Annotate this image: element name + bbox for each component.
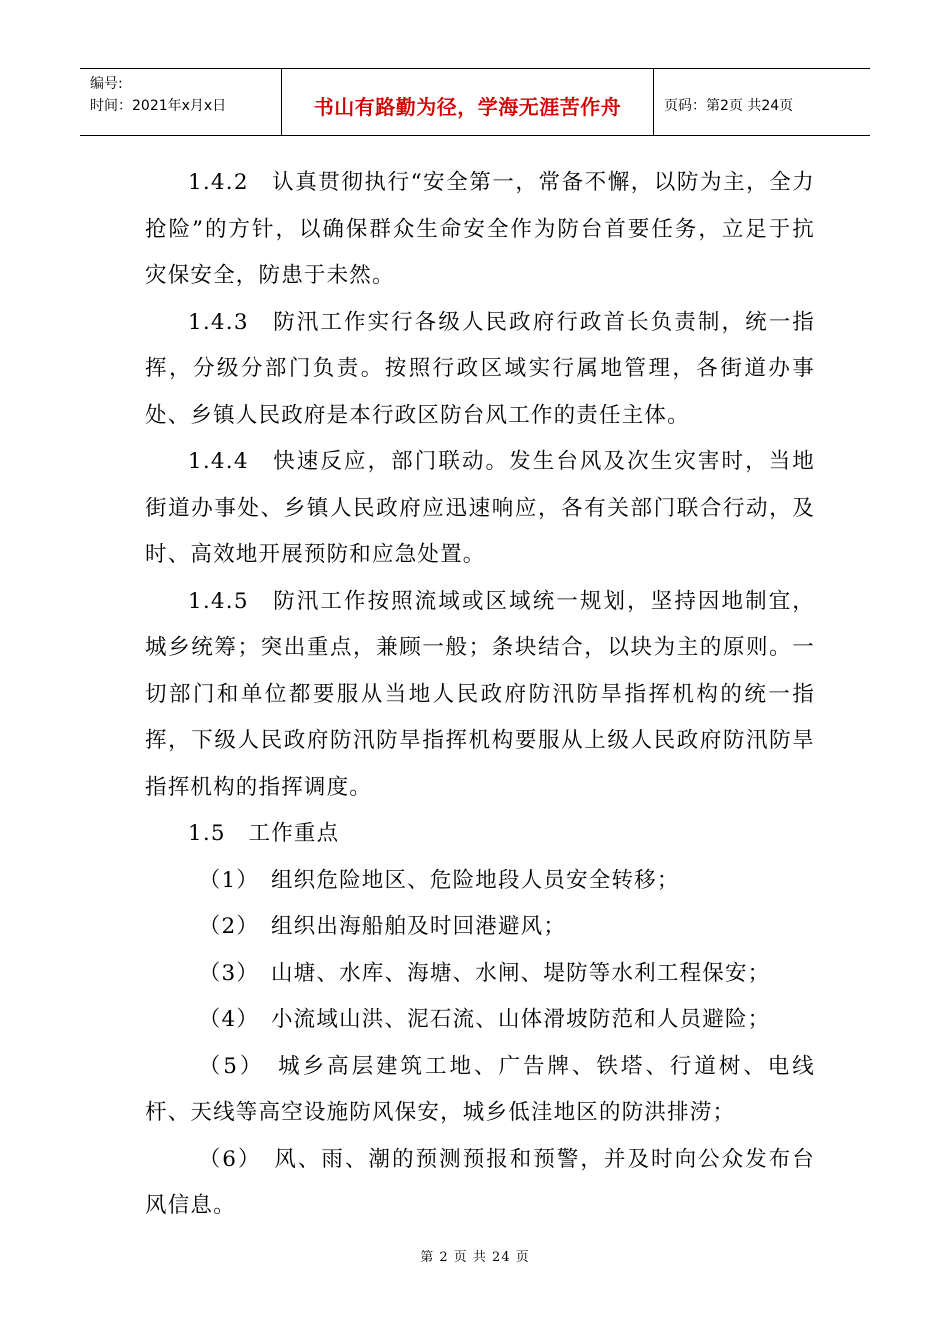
work-item-6: （6） 风、雨、潮的预测预报和预警，并及时向公众发布台风信息。: [145, 1146, 815, 1218]
paragraph-1-4-4: 1.4.4 快速反应，部门联动。发生台风及次生灾害时，当地街道办事处、乡镇人民政府应迅速响应，各有关部门联合行动，及时、高效地开展预防和应急处置。: [145, 449, 815, 567]
date-label: 时间：2021年x月x日: [90, 98, 227, 114]
work-item-3: （3） 山塘、水库、海塘、水闸、堤防等水利工程保安；: [198, 960, 771, 986]
work-item-2: （2） 组织出海船舶及时回港避风；: [198, 914, 567, 939]
section-heading-1-5: 1.5 工作重点: [188, 821, 340, 846]
header-page-info: 页码：第2页 共24页: [664, 98, 794, 114]
serial-number-label: 编号:: [90, 76, 123, 92]
paragraph-1-4-5: 1.4.5 防汛工作按照流域或区域统一规划，坚持因地制宜，城乡统筹；突出重点，兼顾一般；条块结合，以块为主的原则。一切部门和单位都要服从当地人民政府防汛防旱指挥机构的统一指挥，下级人民政府防汛防旱指挥机构要服从上级人民政府防汛防旱指挥机构的指挥调度。: [145, 588, 815, 800]
document-body: [145, 160, 815, 1230]
work-item-1: （1） 组织危险地区、危险地段人员安全转移；: [198, 867, 680, 893]
work-item-5: （5） 城乡高层建筑工地、广告牌、铁塔、行道树、电线杆、天线等高空设施防风保安，城乡低洼地区的防洪排涝；: [145, 1053, 815, 1125]
paragraph-1-4-3: 1.4.3 防汛工作实行各级人民政府行政首长负责制，统一指挥，分级分部门负责。按照行政区域实行属地管理，各街道办事处、乡镇人民政府是本行政区防台风工作的责任主体。: [145, 309, 815, 428]
header-motto: 书山有路勤为径，学海无涯苦作舟: [282, 69, 654, 135]
work-item-4: （4） 小流域山洪、泥石流、山体滑坡防范和人员避险；: [198, 1007, 771, 1032]
page-header: [80, 68, 870, 136]
page-footer: 第 2 页 共 24 页: [420, 1250, 530, 1265]
paragraph-1-4-2: 1.4.2 认真贯彻执行“安全第一，常备不懈，以防为主，全力抢险”的方针，以确保群众生命安全作为防台首要任务，立足于抗灾保安全，防患于未然。: [145, 170, 815, 288]
header-meta: [80, 69, 282, 135]
